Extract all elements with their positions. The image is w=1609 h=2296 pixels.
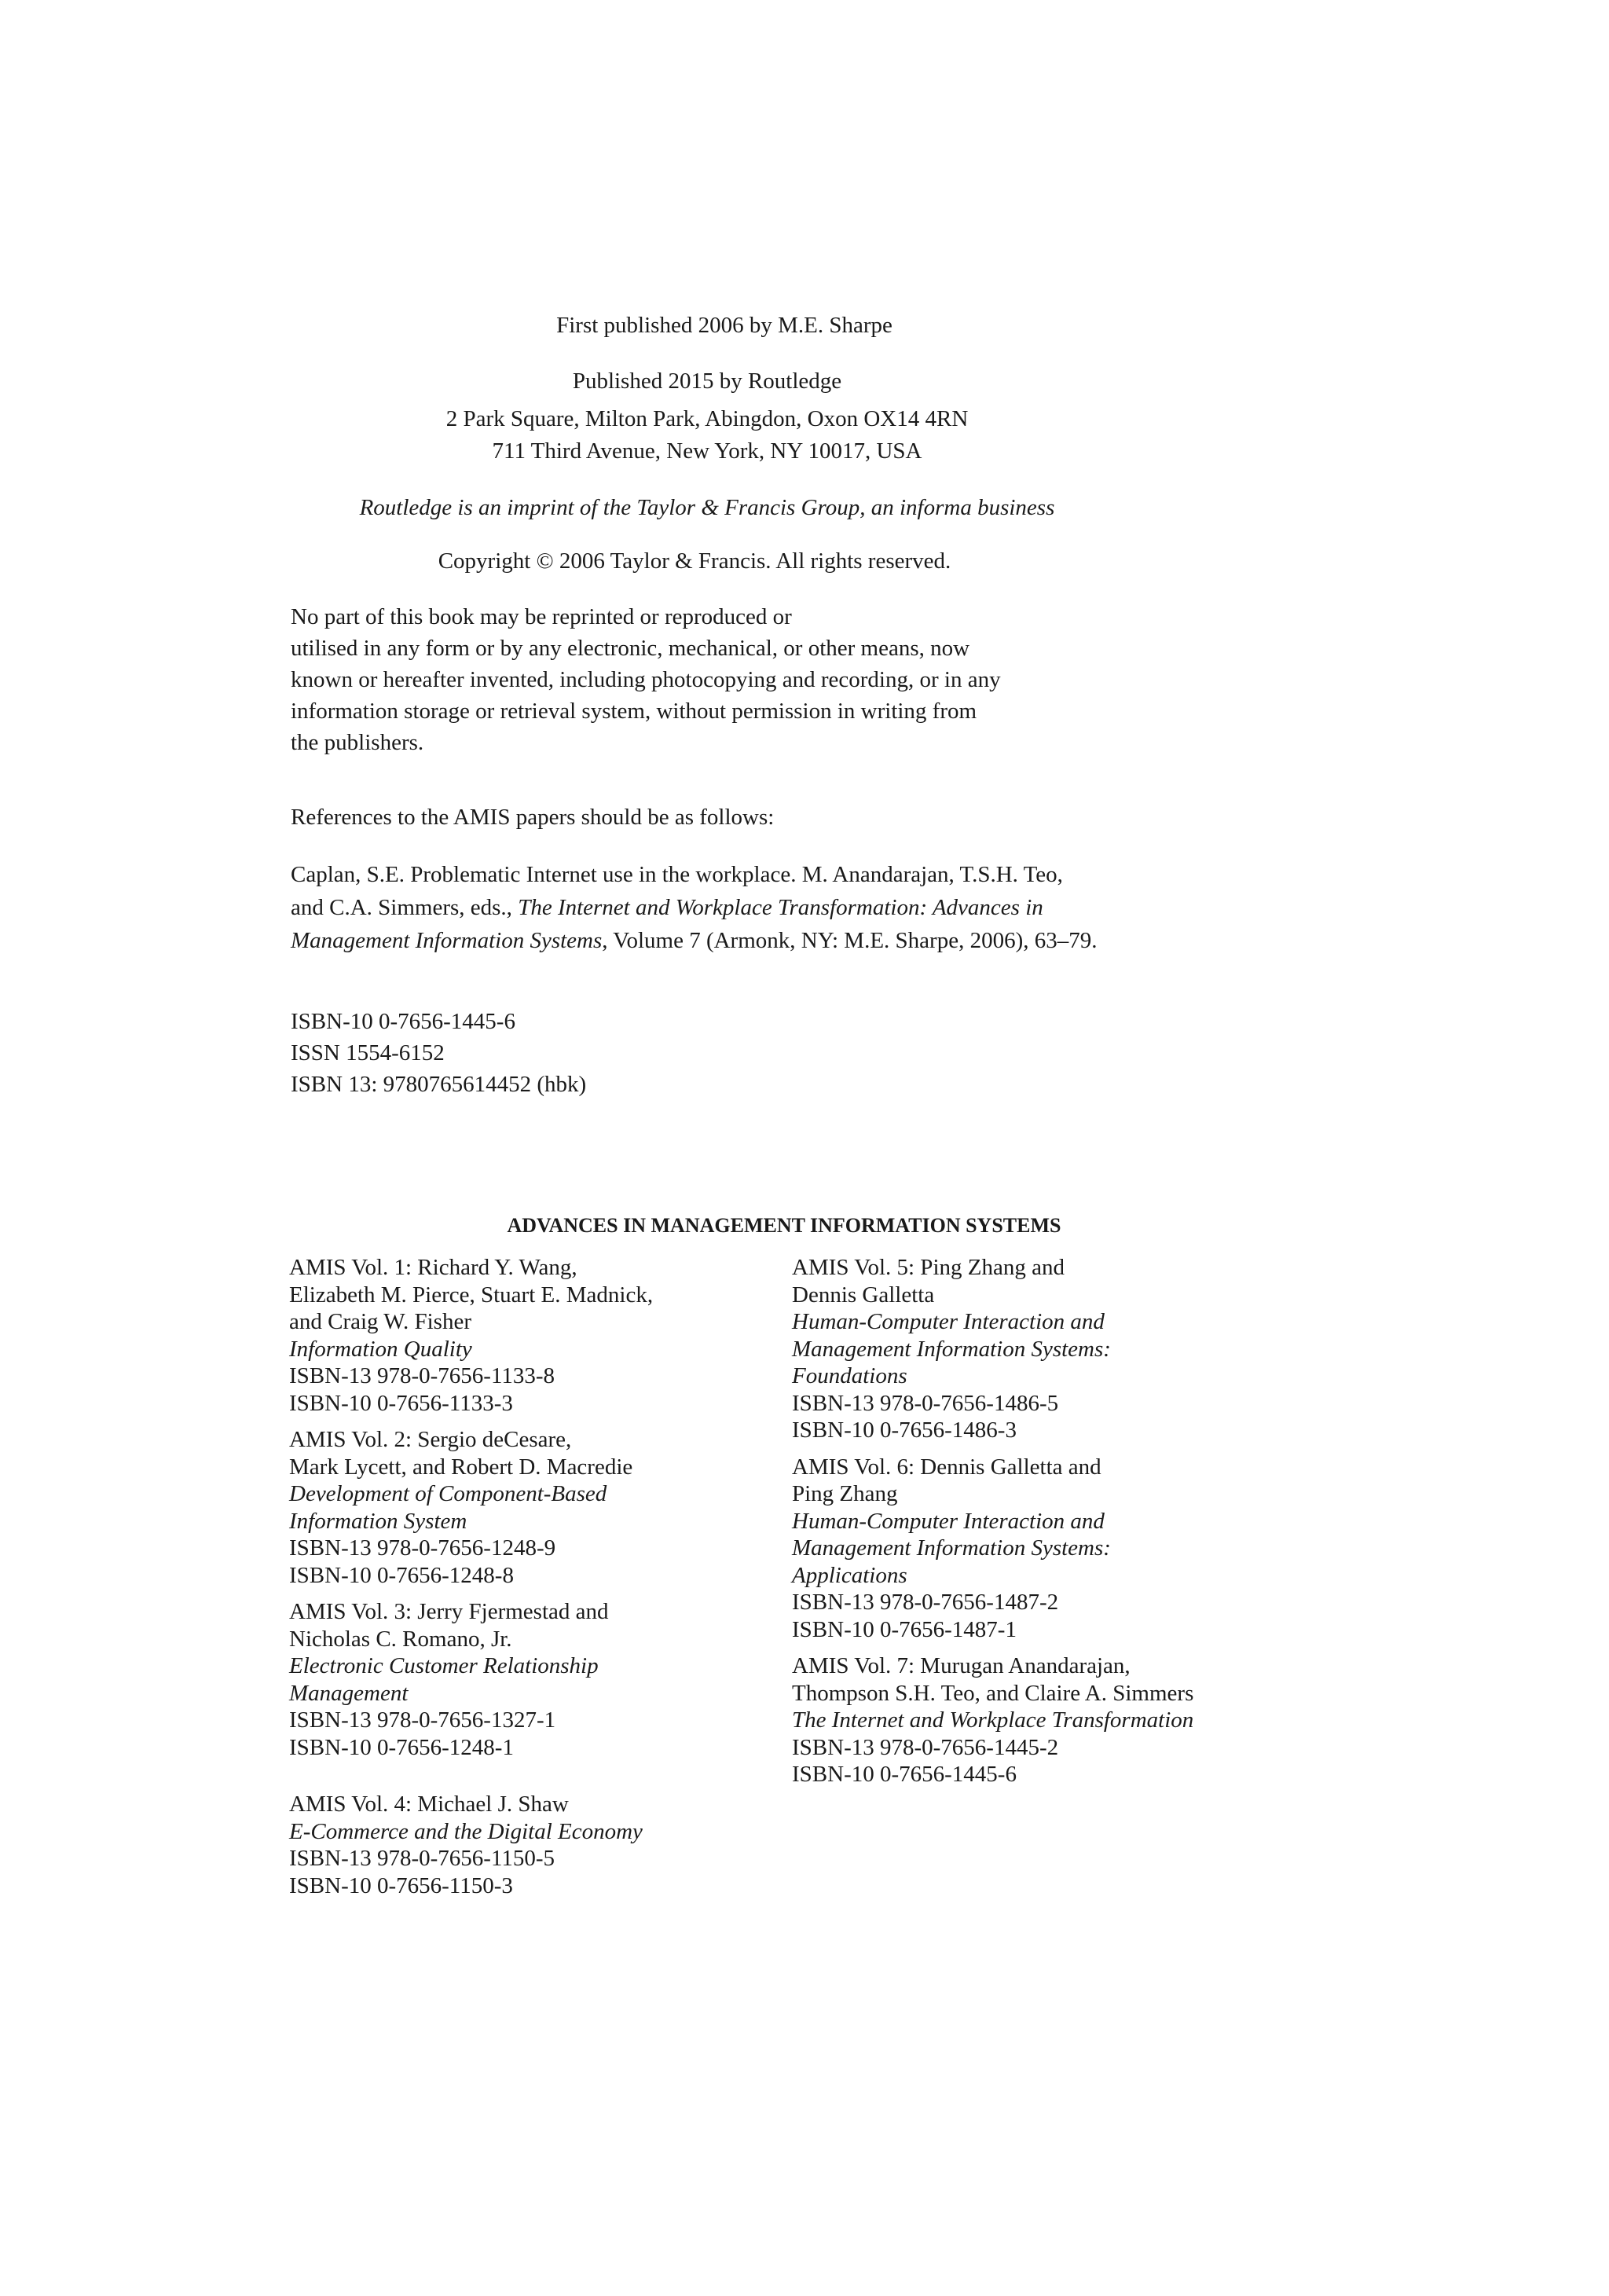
citation-line-3-plain: , Volume 7 (Armonk, NY: M.E. Sharpe, 2006), 63–79.: [602, 928, 1098, 953]
series-volume-line: AMIS Vol. 5: Ping Zhang and: [792, 1255, 1065, 1280]
series-right-column: [792, 1254, 1193, 1788]
citation-line-3: [291, 924, 1097, 957]
identifiers-block: [291, 1006, 586, 1100]
copyright-line: Copyright © 2006 Taylor & Francis. All rights reserved.: [438, 548, 951, 574]
series-volume-line: ISBN-13 978-0-7656-1248-9: [289, 1535, 556, 1561]
series-volume-line: AMIS Vol. 4: Michael J. Shaw: [289, 1792, 569, 1817]
series-volume-title: Information Quality: [289, 1336, 472, 1362]
rights-paragraph: [291, 601, 1001, 758]
rights-line: information storage or retrieval system, without permission in writing from: [291, 699, 977, 724]
series-volume-entry: [792, 1454, 1193, 1644]
rights-line: utilised in any form or by any electronic, mechanical, or other means, now: [291, 636, 970, 661]
imprint-note: Routledge is an imprint of the Taylor & Francis Group, an informa business: [359, 495, 1055, 520]
series-volume-line: Thompson S.H. Teo, and Claire A. Simmers: [792, 1680, 1194, 1706]
series-volume-line: ISBN-10 0-7656-1445-6: [792, 1762, 1017, 1787]
series-volume-line: ISBN-13 978-0-7656-1487-2: [792, 1590, 1059, 1615]
isbn-10-line: ISBN-10 0-7656-1445-6: [291, 1009, 515, 1034]
citation-book-title-part-2: Management Information Systems: [291, 928, 603, 953]
series-volume-line: ISBN-13 978-0-7656-1486-5: [792, 1390, 1059, 1416]
series-volume-entry: [792, 1652, 1193, 1788]
series-volume-entry: [289, 1254, 653, 1417]
rights-line: No part of this book may be reprinted or reproduced or: [291, 604, 792, 629]
series-volume-title: Management Information Systems:: [792, 1535, 1111, 1561]
reference-citation: [291, 858, 1097, 957]
series-volume-line: ISBN-10 0-7656-1487-1: [792, 1616, 1017, 1642]
references-intro: References to the AMIS papers should be as follows:: [291, 805, 775, 830]
series-volume-line: ISBN-13 978-0-7656-1150-5: [289, 1846, 555, 1871]
series-volume-title: E-Commerce and the Digital Economy: [289, 1818, 643, 1844]
rights-line: the publishers.: [291, 730, 424, 755]
series-volume-title: Foundations: [792, 1363, 907, 1388]
series-volume-title: Management Information Systems:: [792, 1336, 1111, 1362]
series-volume-title: Management: [289, 1680, 409, 1706]
isbn-13-line: ISBN 13: 9780765614452 (hbk): [291, 1072, 587, 1097]
series-volume-line: ISBN-10 0-7656-1248-8: [289, 1562, 514, 1588]
series-volume-title: Development of Component-Based: [289, 1481, 607, 1506]
series-volume-line: AMIS Vol. 6: Dennis Galletta and: [792, 1454, 1101, 1480]
series-volume-line: AMIS Vol. 2: Sergio deCesare,: [289, 1427, 572, 1452]
series-volume-entry: [289, 1791, 653, 1899]
series-volume-line: ISBN-13 978-0-7656-1327-1: [289, 1707, 556, 1733]
series-volume-line: ISBN-13 978-0-7656-1445-2: [792, 1734, 1059, 1760]
series-volume-line: Dennis Galletta: [792, 1282, 935, 1308]
series-volume-line: AMIS Vol. 3: Jerry Fjermestad and: [289, 1599, 609, 1624]
series-volume-line: AMIS Vol. 1: Richard Y. Wang,: [289, 1255, 577, 1280]
series-volume-line: ISBN-10 0-7656-1248-1: [289, 1734, 514, 1760]
series-volume-line: ISBN-10 0-7656-1486-3: [792, 1418, 1017, 1443]
series-volume-title: Information System: [289, 1508, 467, 1534]
series-volume-line: AMIS Vol. 7: Murugan Anandarajan,: [792, 1653, 1131, 1678]
series-volume-entry: [792, 1254, 1193, 1444]
series-volume-title: Human-Computer Interaction and: [792, 1508, 1105, 1534]
series-volume-line: ISBN-10 0-7656-1150-3: [289, 1872, 513, 1898]
series-volume-title: The Internet and Workplace Transformation: [792, 1707, 1194, 1733]
citation-line-2: [291, 891, 1097, 924]
series-volume-title: Applications: [792, 1562, 907, 1588]
series-volume-line: Nicholas C. Romano, Jr.: [289, 1626, 512, 1652]
series-volume-title: Human-Computer Interaction and: [792, 1309, 1105, 1334]
citation-line-1: Caplan, S.E. Problematic Internet use in the workplace. M. Anandarajan, T.S.H. Teo,: [291, 862, 1063, 887]
citation-book-title-part-1: The Internet and Workplace Transformation: Advances in: [518, 895, 1043, 920]
rights-line: known or hereafter invented, including photocopying and recording, or in any: [291, 667, 1001, 692]
series-volume-line: ISBN-13 978-0-7656-1133-8: [289, 1363, 555, 1388]
series-volume-line: and Craig W. Fisher: [289, 1309, 471, 1334]
series-heading: ADVANCES IN MANAGEMENT INFORMATION SYSTEMS: [507, 1214, 1061, 1237]
series-volume-entry: [289, 1426, 653, 1589]
issn-line: ISSN 1554-6152: [291, 1040, 445, 1065]
series-volume-entry: [289, 1598, 653, 1761]
series-volume-line: ISBN-10 0-7656-1133-3: [289, 1390, 513, 1416]
series-volume-title: Electronic Customer Relationship: [289, 1653, 599, 1678]
series-volume-line: Elizabeth M. Pierce, Stuart E. Madnick,: [289, 1282, 654, 1308]
series-volume-line: Ping Zhang: [792, 1481, 898, 1506]
address-line-2: 711 Third Avenue, New York, NY 10017, USA: [492, 438, 922, 464]
address-line-1: 2 Park Square, Milton Park, Abingdon, Oxon OX14 4RN: [445, 406, 969, 431]
citation-line-2-plain: and C.A. Simmers, eds.,: [291, 895, 519, 920]
first-published-line: First published 2006 by M.E. Sharpe: [556, 313, 892, 338]
published-line: Published 2015 by Routledge: [572, 369, 842, 394]
series-left-column: [289, 1254, 653, 1899]
series-volume-line: Mark Lycett, and Robert D. Macredie: [289, 1454, 633, 1480]
